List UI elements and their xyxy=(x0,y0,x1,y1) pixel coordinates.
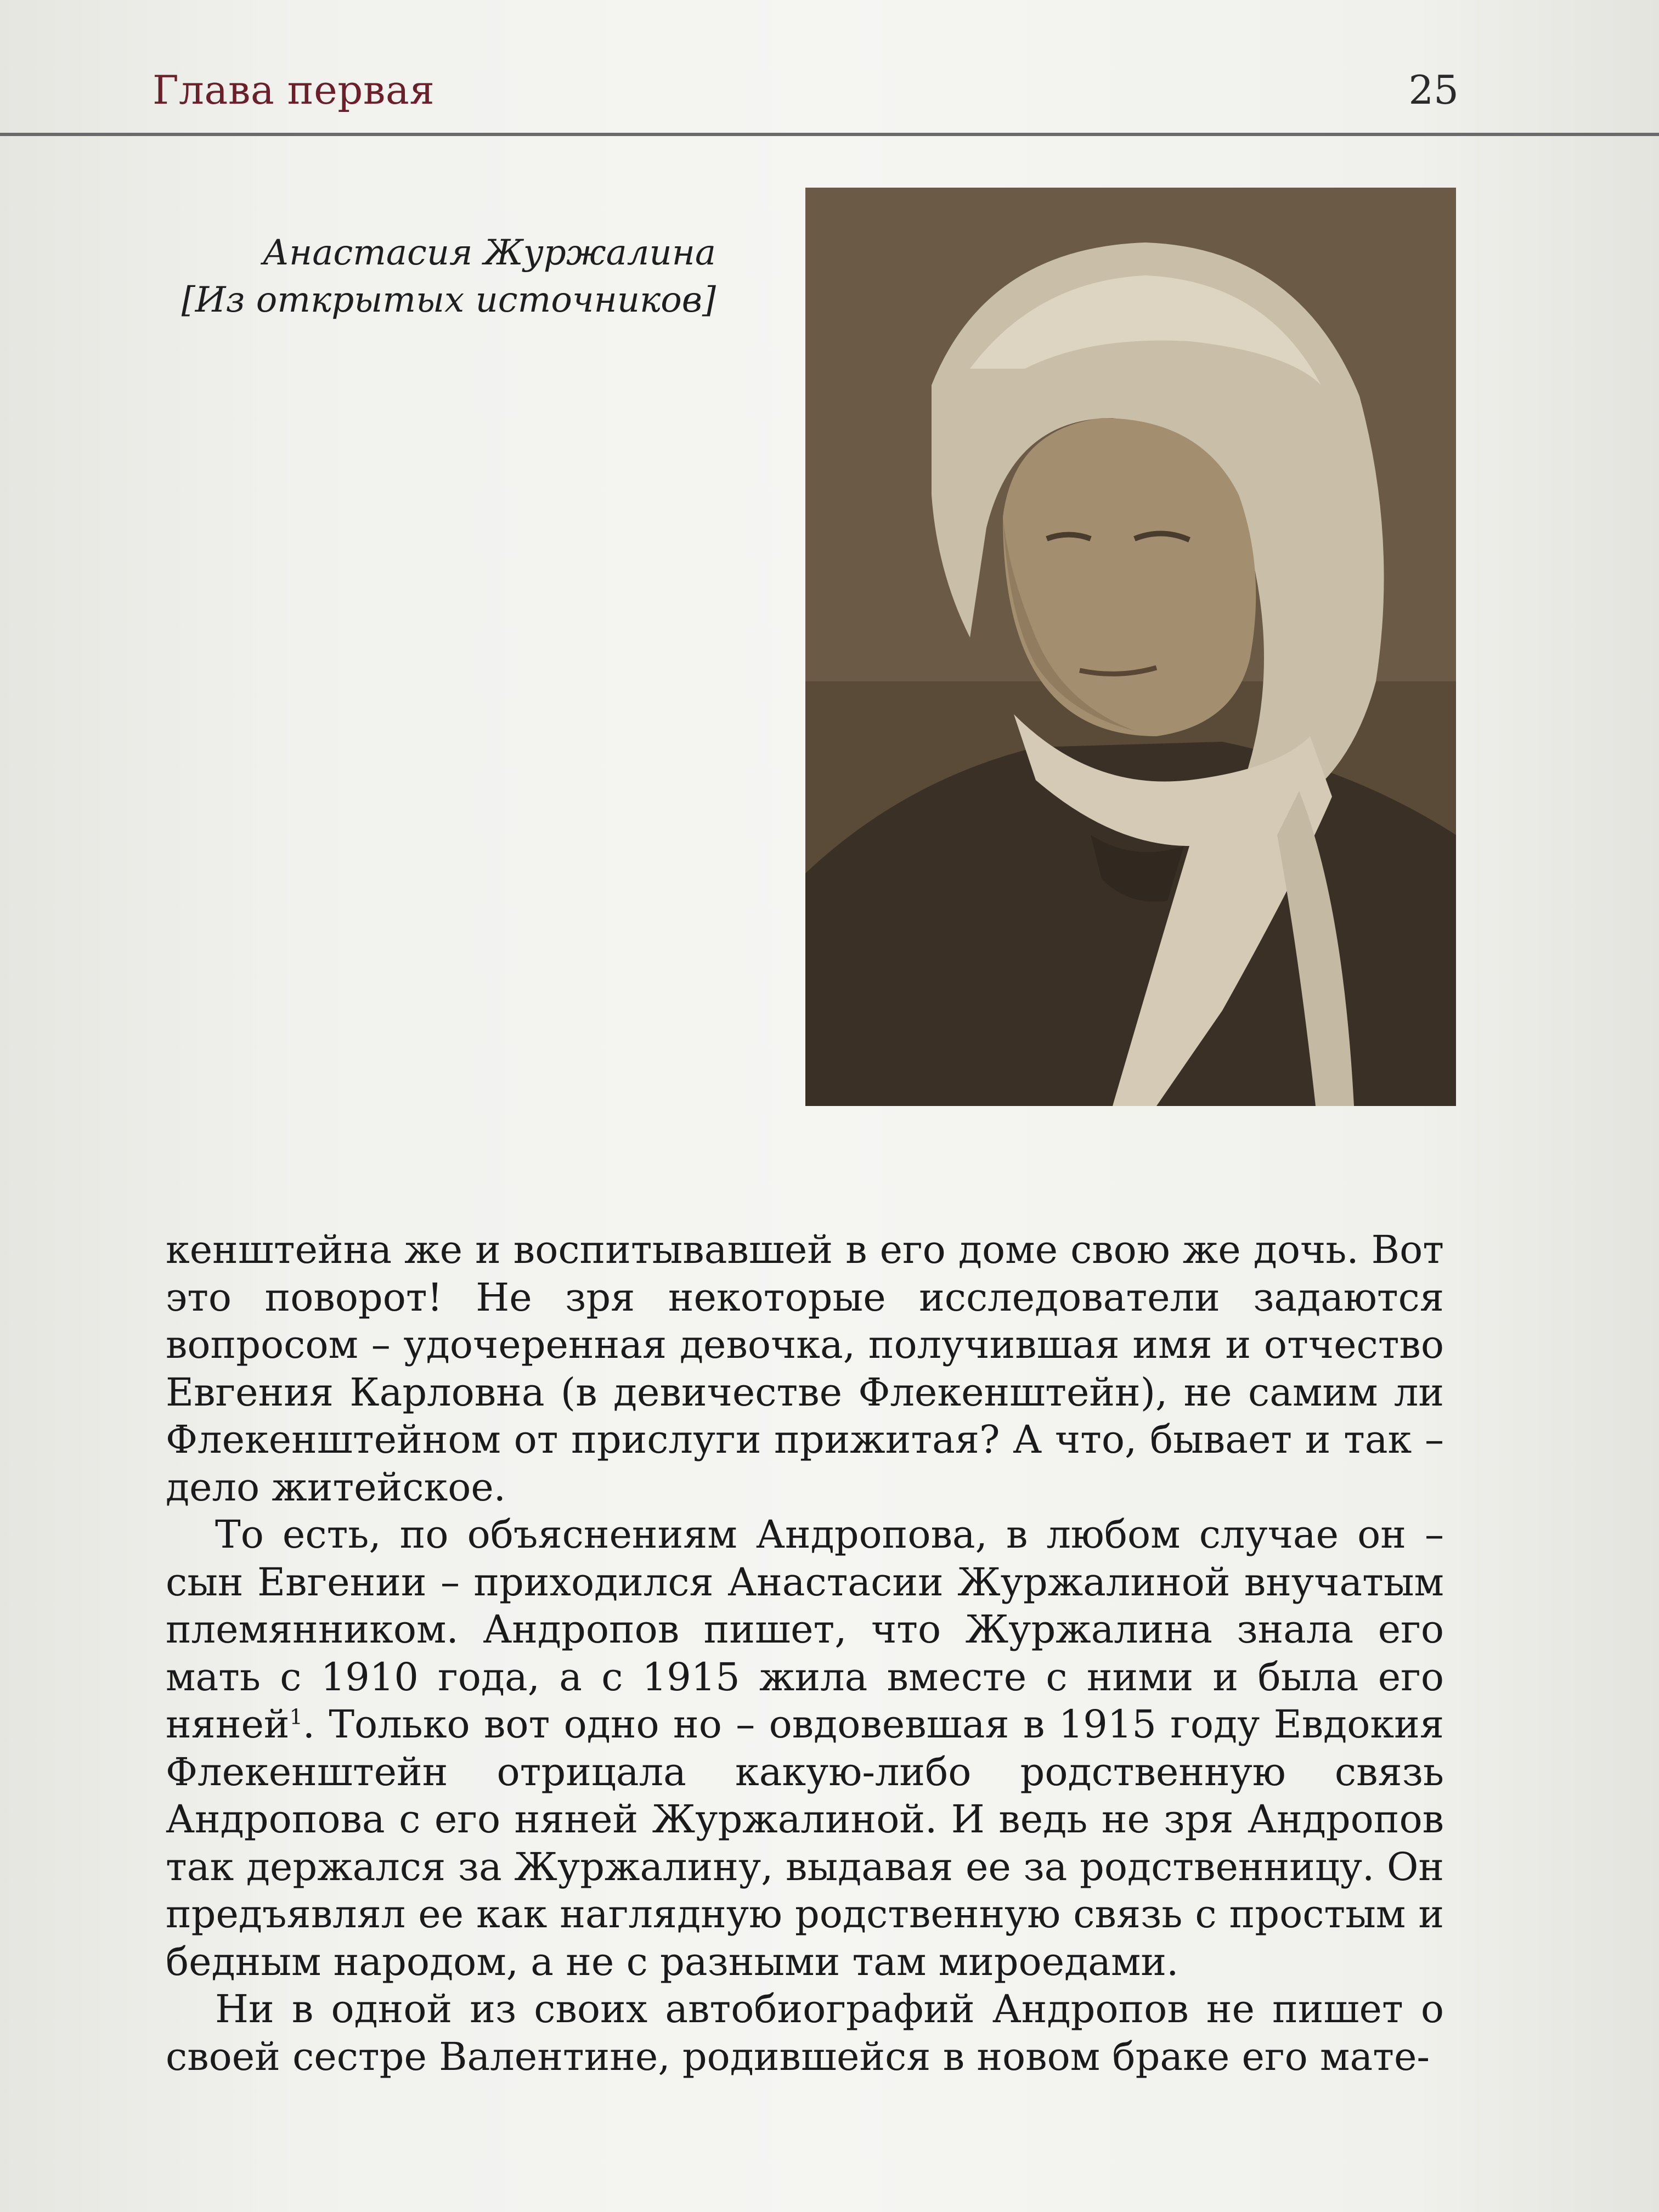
paragraph-2-before: То есть, по объяснениям Андропова, в любом случае он – сын Евгении – приходился Анастасии Журжалиной внучатым племянником. Андропов пишет, что Журжалина знала его мать с 1910 года, а с 1915 жила вместе с ними и была его няней xyxy=(166,1512,1444,1747)
portrait-illustration xyxy=(805,188,1456,1106)
page-number: 25 xyxy=(1408,67,1459,113)
caption-name: Анастасия Журжалина xyxy=(262,233,716,273)
body-text xyxy=(166,1226,1444,2080)
figure-caption xyxy=(110,229,716,324)
header-rule xyxy=(0,133,1659,136)
paragraph-3: Ни в одной из своих автобиографий Андропов не пишет о своей сестре Валентине, родившейся в новом браке его мате- xyxy=(166,1987,1444,2079)
paragraph-1: кенштейна же и воспитывавшей в его доме свою же дочь. Вот это поворот! Не зря некоторые исследователи задаются вопросом – удочеренная девочка, получившая имя и отчество Евгения Карловна (в девичестве Флекенштейн), не самим ли Флекенштейном от прислуги прижитая? А что, бывает и так – дело житейское. xyxy=(166,1227,1444,1510)
footnote-reference[interactable]: 1 xyxy=(289,1705,303,1729)
chapter-title: Глава первая xyxy=(153,67,435,113)
paragraph-2 xyxy=(166,1511,1444,1985)
portrait-photo xyxy=(805,188,1456,1106)
paragraph-2-after: . Только вот одно но – овдовевшая в 1915 году Евдокия Флекенштейн отрицала какую-либо родственную связь Андропова с его няней Журжалиной. И ведь не зря Андропов так держался за Журжалину, выдавая ее за родственницу. Он предъявлял ее как наглядную родственную связь с простым и бедным народом, а не с разными там мироедами. xyxy=(166,1702,1444,1984)
caption-source: [Из открытых источников] xyxy=(181,280,716,320)
